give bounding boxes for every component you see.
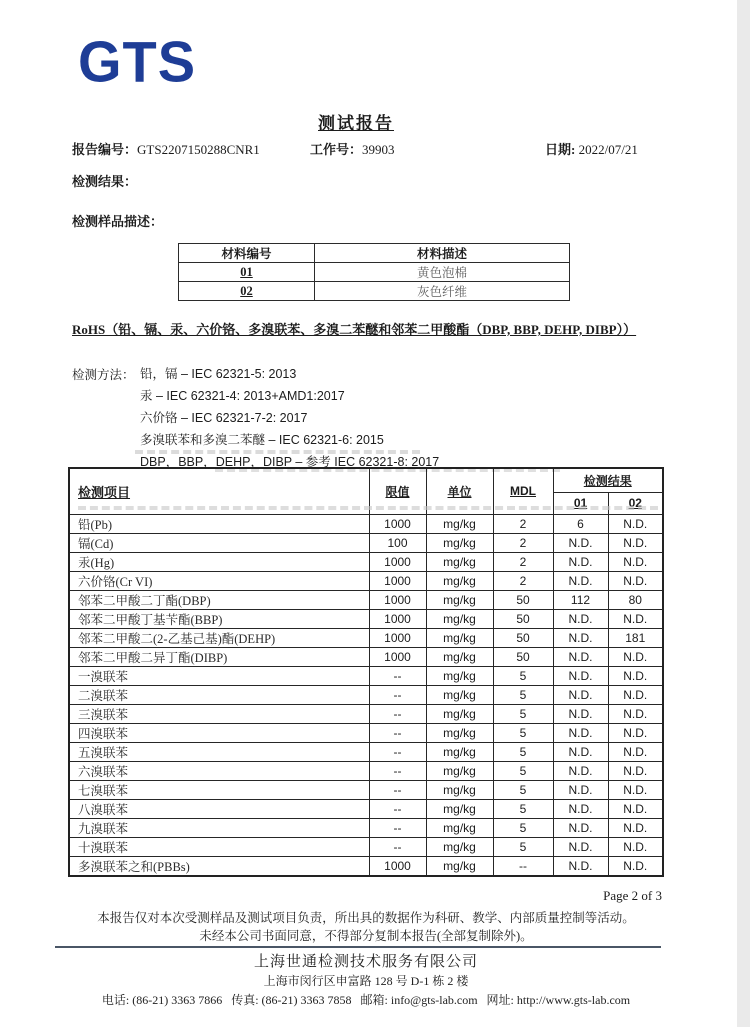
header-unit: 单位: [426, 468, 493, 514]
material-row: [179, 282, 570, 301]
result-row-value: 2: [493, 552, 553, 571]
result-row: [69, 647, 663, 666]
result-row-label: 一溴联苯: [69, 666, 369, 685]
result-row-value: N.D.: [553, 609, 608, 628]
result-row-value: 1000: [369, 514, 426, 533]
result-row: [69, 761, 663, 780]
result-row-value: mg/kg: [426, 571, 493, 590]
header-result-group: 检测结果: [553, 468, 663, 492]
job-number-value: 39903: [362, 142, 395, 157]
method-line-2: 汞 – IEC 62321-4: 2013+AMD1:2017: [140, 389, 345, 403]
material-row-value: 灰色纤维: [315, 282, 570, 301]
result-row-label: 邻苯二甲酸二(2-乙基己基)酯(DEHP): [69, 628, 369, 647]
report-number-label: 报告编号：: [72, 142, 138, 157]
result-row: [69, 552, 663, 571]
result-row-value: N.D.: [608, 552, 663, 571]
scan-artifact: [78, 506, 658, 510]
result-row-value: 100: [369, 533, 426, 552]
result-row-value: N.D.: [553, 837, 608, 856]
disclaimer: [10, 910, 722, 945]
result-row-label: 四溴联苯: [69, 723, 369, 742]
result-row-value: N.D.: [608, 837, 663, 856]
result-row: [69, 533, 663, 552]
result-row-value: 5: [493, 742, 553, 761]
material-table: [178, 243, 570, 301]
result-row-value: N.D.: [608, 761, 663, 780]
result-row-value: mg/kg: [426, 552, 493, 571]
result-row-value: N.D.: [608, 609, 663, 628]
result-row-value: 1000: [369, 647, 426, 666]
report-date-value: 2022/07/21: [578, 142, 638, 157]
result-row-value: mg/kg: [426, 780, 493, 799]
section-label-sample-description: 检测样品描述：: [72, 214, 164, 229]
result-row-value: N.D.: [608, 647, 663, 666]
report-date-label: 日期:: [545, 142, 579, 157]
result-row: [69, 628, 663, 647]
result-row-value: N.D.: [608, 666, 663, 685]
result-row-label: 六价铬(Cr VI): [69, 571, 369, 590]
result-row-value: --: [369, 723, 426, 742]
material-row-value: 黄色泡棉: [315, 263, 570, 282]
result-row-value: mg/kg: [426, 742, 493, 761]
disclaimer-line-2: 未经本公司书面同意，不得部分复制本报告(全部复制除外)。: [199, 928, 533, 943]
result-row-value: 1000: [369, 552, 426, 571]
result-row-value: 50: [493, 628, 553, 647]
result-row: [69, 666, 663, 685]
result-table-header-row-1: [69, 468, 663, 492]
result-row: [69, 799, 663, 818]
material-id-header: 材料编号: [179, 244, 315, 263]
result-row-value: N.D.: [608, 742, 663, 761]
result-row-value: 50: [493, 647, 553, 666]
result-row-value: N.D.: [553, 628, 608, 647]
job-number: [310, 139, 395, 158]
result-row-label: 汞(Hg): [69, 552, 369, 571]
result-row-label: 五溴联苯: [69, 742, 369, 761]
rohs-heading: RoHS（铅、镉、汞、六价铬、多溴联苯、多溴二苯醚和邻苯二甲酸酯（DBP, BBP, DEHP, DIBP））: [72, 322, 637, 337]
report-title: 测试报告: [318, 114, 394, 133]
job-number-label: 工作号：: [310, 142, 363, 157]
result-row-value: --: [369, 780, 426, 799]
company-name: 上海世通检测技术服务有限公司: [253, 954, 478, 970]
result-row-value: N.D.: [608, 780, 663, 799]
result-row-label: 邻苯二甲酸丁基苄酯(BBP): [69, 609, 369, 628]
result-row-value: 5: [493, 818, 553, 837]
result-row-value: N.D.: [553, 723, 608, 742]
result-row-value: mg/kg: [426, 761, 493, 780]
result-row-value: --: [369, 837, 426, 856]
method-line-3: 六价铬 – IEC 62321-7-2: 2017: [140, 411, 308, 425]
result-row-value: --: [369, 666, 426, 685]
method-label: 检测方法：: [72, 368, 135, 382]
result-row-value: N.D.: [553, 685, 608, 704]
report-info-row: [72, 139, 672, 157]
result-row-value: N.D.: [608, 685, 663, 704]
report-number-value: GTS2207150288CNR1: [137, 142, 260, 157]
footer: [10, 950, 722, 1008]
footer-divider: [55, 946, 661, 948]
company-address: 上海市闵行区申富路 128 号 D-1 栋 2 楼: [263, 974, 469, 988]
result-row-value: N.D.: [553, 533, 608, 552]
result-row-value: 5: [493, 666, 553, 685]
result-row-value: mg/kg: [426, 533, 493, 552]
result-row-value: 181: [608, 628, 663, 647]
result-row-value: 1000: [369, 628, 426, 647]
result-row: [69, 609, 663, 628]
material-row-label: 01: [179, 263, 315, 282]
result-row: [69, 723, 663, 742]
result-row-value: N.D.: [608, 533, 663, 552]
result-row-value: 6: [553, 514, 608, 533]
result-row: [69, 685, 663, 704]
result-row-value: 112: [553, 590, 608, 609]
result-row-value: 5: [493, 704, 553, 723]
report-number: [72, 139, 260, 158]
material-row: [179, 263, 570, 282]
result-row-value: 1000: [369, 590, 426, 609]
result-row-label: 十溴联苯: [69, 837, 369, 856]
page-number: Page 2 of 3: [603, 888, 662, 903]
result-row-value: mg/kg: [426, 837, 493, 856]
gts-logo: GTS: [78, 29, 197, 94]
result-row-value: mg/kg: [426, 647, 493, 666]
result-row-value: N.D.: [608, 704, 663, 723]
result-row-value: mg/kg: [426, 856, 493, 876]
result-row-value: 2: [493, 571, 553, 590]
result-row-label: 九溴联苯: [69, 818, 369, 837]
result-row-value: N.D.: [553, 704, 608, 723]
result-row-label: 六溴联苯: [69, 761, 369, 780]
scan-artifact: [135, 450, 420, 454]
scan-edge-strip: [737, 0, 750, 1027]
test-methods-block: [72, 363, 439, 473]
result-row-value: mg/kg: [426, 685, 493, 704]
result-row: [69, 704, 663, 723]
result-row-value: N.D.: [553, 571, 608, 590]
result-row-label: 邻苯二甲酸二异丁酯(DIBP): [69, 647, 369, 666]
result-row-value: N.D.: [553, 552, 608, 571]
header-test-item: 检测项目: [69, 468, 369, 514]
result-row: [69, 818, 663, 837]
result-row-value: 1000: [369, 571, 426, 590]
result-row: [69, 742, 663, 761]
method-lines: [140, 363, 439, 473]
result-row-value: 2: [493, 533, 553, 552]
result-row: [69, 856, 663, 876]
result-row-value: N.D.: [553, 818, 608, 837]
report-date: [545, 139, 638, 158]
result-row-value: mg/kg: [426, 628, 493, 647]
result-row-value: --: [369, 818, 426, 837]
method-line-4: 多溴联苯和多溴二苯醚 – IEC 62321-6: 2015: [140, 433, 384, 447]
result-row-value: mg/kg: [426, 666, 493, 685]
result-row-label: 镉(Cd): [69, 533, 369, 552]
result-row-value: 5: [493, 799, 553, 818]
result-row-value: 1000: [369, 856, 426, 876]
method-line-5: DBP，BBP，DEHP，DIBP – 参考 IEC 62321-8: 2017: [140, 455, 440, 469]
result-row-value: N.D.: [608, 818, 663, 837]
result-row-value: 1000: [369, 609, 426, 628]
result-row-value: N.D.: [608, 571, 663, 590]
result-row-value: --: [369, 685, 426, 704]
result-row-value: 5: [493, 780, 553, 799]
result-row-value: N.D.: [553, 742, 608, 761]
result-row-label: 铅(Pb): [69, 514, 369, 533]
company-contact: 电话: (86-21) 3363 7866 传真: (86-21) 3363 7858 邮箱: info@gts-lab.com 网址: http://www.gts-lab.com: [101, 993, 631, 1007]
result-row: [69, 837, 663, 856]
result-row-value: 5: [493, 761, 553, 780]
result-row-value: N.D.: [608, 856, 663, 876]
result-row-value: 5: [493, 685, 553, 704]
result-row-label: 邻苯二甲酸二丁酯(DBP): [69, 590, 369, 609]
result-row-value: --: [493, 856, 553, 876]
result-row-label: 三溴联苯: [69, 704, 369, 723]
result-row-value: mg/kg: [426, 723, 493, 742]
result-row-value: mg/kg: [426, 799, 493, 818]
result-row-value: mg/kg: [426, 514, 493, 533]
result-row-value: mg/kg: [426, 590, 493, 609]
result-row-label: 二溴联苯: [69, 685, 369, 704]
result-row-value: --: [369, 761, 426, 780]
method-line-1: 铅，镉 – IEC 62321-5: 2013: [140, 367, 297, 381]
result-row-label: 八溴联苯: [69, 799, 369, 818]
result-row: [69, 590, 663, 609]
result-row-value: mg/kg: [426, 609, 493, 628]
result-row-value: N.D.: [608, 723, 663, 742]
result-row-value: 50: [493, 590, 553, 609]
header-mdl: MDL: [493, 468, 553, 514]
result-row-value: N.D.: [608, 514, 663, 533]
result-row-value: N.D.: [553, 780, 608, 799]
result-row: [69, 571, 663, 590]
result-row-value: 2: [493, 514, 553, 533]
material-desc-header: 材料描述: [315, 244, 570, 263]
disclaimer-line-1: 本报告仅对本次受测样品及测试项目负责，所出具的数据作为科研、教学、内部质量控制等活动。: [97, 911, 635, 925]
result-row-value: N.D.: [553, 666, 608, 685]
result-row-value: N.D.: [553, 856, 608, 876]
result-row-value: N.D.: [553, 647, 608, 666]
result-row-value: 80: [608, 590, 663, 609]
result-row-value: --: [369, 799, 426, 818]
result-row-value: N.D.: [553, 761, 608, 780]
result-row-value: mg/kg: [426, 818, 493, 837]
result-row-value: 50: [493, 609, 553, 628]
material-row-label: 02: [179, 282, 315, 301]
section-label-test-result: 检测结果：: [72, 174, 138, 189]
result-row-value: --: [369, 742, 426, 761]
result-row: [69, 514, 663, 533]
result-row-label: 多溴联苯之和(PBBs): [69, 856, 369, 876]
test-result-table: [68, 467, 664, 877]
header-sample-01: 01: [553, 492, 608, 514]
result-row-value: --: [369, 704, 426, 723]
result-row-label: 七溴联苯: [69, 780, 369, 799]
result-row-value: mg/kg: [426, 704, 493, 723]
material-table-header-row: [179, 244, 570, 263]
header-limit: 限值: [369, 468, 426, 514]
result-row: [69, 780, 663, 799]
header-sample-02: 02: [608, 492, 663, 514]
result-row-value: N.D.: [608, 799, 663, 818]
result-row-value: 5: [493, 723, 553, 742]
result-row-value: 5: [493, 837, 553, 856]
result-row-value: N.D.: [553, 799, 608, 818]
